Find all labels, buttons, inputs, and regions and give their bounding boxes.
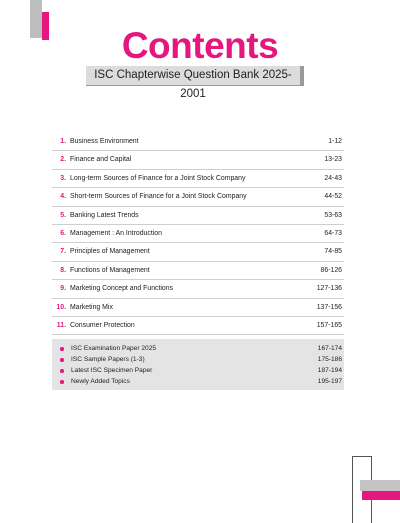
chapter-row[interactable]: [52, 170, 344, 188]
chapter-row[interactable]: [52, 207, 344, 225]
chapter-title: Management : An Introduction: [70, 229, 162, 237]
chapter-title: Long-term Sources of Finance for a Joint Stock Company: [70, 174, 246, 182]
book-subtitle: ISC Chapterwise Question Bank 2025-2001: [86, 66, 304, 86]
supplementary-row[interactable]: [52, 354, 344, 365]
supplementary-row[interactable]: [52, 365, 344, 376]
bullet-icon: [60, 358, 64, 362]
chapter-row[interactable]: [52, 243, 344, 261]
chapter-row[interactable]: [52, 225, 344, 243]
supplementary-title: Newly Added Topics: [71, 378, 130, 385]
chapter-row[interactable]: [52, 133, 344, 151]
chapter-number: 1.: [60, 138, 66, 145]
supplementary-pages: 167-174: [317, 345, 342, 352]
chapter-pages: 74-85: [324, 248, 342, 256]
bullet-icon: [60, 347, 64, 351]
chapter-title: Principles of Management: [70, 248, 150, 256]
corner-decoration-gray-bottom: [360, 480, 400, 491]
chapter-number: 11.: [56, 321, 66, 329]
chapter-row[interactable]: [52, 317, 344, 335]
supplementary-list: [52, 339, 344, 390]
corner-decoration-pink-bottom: [362, 491, 400, 500]
chapter-number: 10.: [56, 303, 66, 311]
supplementary-pages: 187-194: [317, 367, 342, 374]
chapter-row[interactable]: [52, 188, 344, 206]
chapter-number: 5.: [60, 211, 66, 219]
chapter-title: Marketing Concept and Functions: [70, 285, 174, 293]
chapter-pages: 13-23: [324, 156, 342, 164]
page-title: Contents: [121, 25, 279, 66]
bullet-icon: [60, 380, 64, 384]
chapter-title: Marketing Mix: [70, 303, 113, 311]
chapter-number: 6.: [60, 229, 66, 237]
chapter-pages: 24-43: [324, 174, 342, 182]
chapter-row[interactable]: [52, 280, 344, 298]
chapter-pages: 127-136: [316, 285, 342, 293]
chapter-number: 3.: [60, 174, 66, 182]
chapter-pages: 44-52: [324, 193, 342, 201]
chapter-number: 4.: [60, 193, 66, 201]
chapter-title: Finance and Capital: [70, 156, 132, 164]
chapter-title: Short-term Sources of Finance for a Joint Stock Company: [70, 193, 247, 201]
chapter-row[interactable]: [52, 262, 344, 280]
chapter-title: Consumer Protection: [70, 321, 135, 329]
chapter-row[interactable]: [52, 151, 344, 169]
supplementary-row[interactable]: [52, 343, 344, 354]
supplementary-title: ISC Examination Paper 2025: [71, 345, 157, 352]
chapter-title: Business Environment: [70, 138, 139, 145]
chapter-pages: 86-126: [320, 266, 342, 274]
chapter-title: Functions of Management: [70, 266, 150, 274]
chapter-number: 9.: [60, 285, 66, 293]
supplementary-pages: 195-197: [317, 378, 342, 385]
chapter-number: 2.: [60, 156, 66, 164]
chapter-pages: 1-12: [328, 138, 342, 145]
chapter-pages: 157-165: [316, 321, 342, 329]
chapter-list: [52, 133, 344, 335]
supplementary-row[interactable]: [52, 376, 344, 387]
chapter-row[interactable]: [52, 299, 344, 317]
chapter-pages: 64-73: [324, 229, 342, 237]
chapter-pages: 137-156: [316, 303, 342, 311]
bullet-icon: [60, 369, 64, 373]
supplementary-title: ISC Sample Papers (1-3): [71, 356, 145, 363]
chapter-title: Banking Latest Trends: [70, 211, 139, 219]
chapter-number: 8.: [60, 266, 66, 274]
chapter-number: 7.: [60, 248, 66, 256]
supplementary-pages: 175-186: [317, 356, 342, 363]
supplementary-title: Latest ISC Specimen Paper: [71, 367, 153, 374]
chapter-pages: 53-63: [324, 211, 342, 219]
